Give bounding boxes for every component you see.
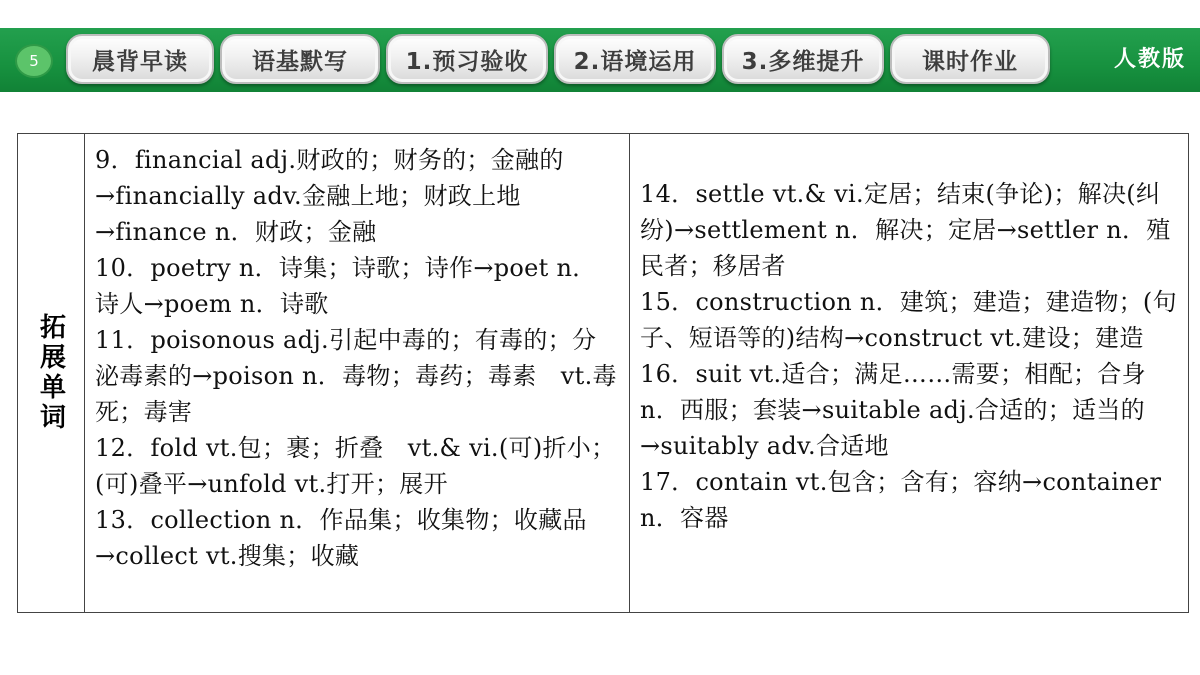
vocab-entry: 14．settle vt.& vi.定居；结束(争论)；解决(纠纷)→settlement n．解决；定居→settler n．殖民者；移居者 (640, 180, 1171, 280)
vocab-entry: 11．poisonous adj.引起中毒的；有毒的；分泌毒素的→poison n．毒物；毒药；毒素 vt.毒死；毒害 (95, 326, 617, 426)
section-label-cell (18, 134, 85, 612)
tab-homework[interactable]: 课时作业 (890, 34, 1050, 84)
section-label: 拓展单词 (35, 313, 66, 433)
vocab-entry: 13．collection n．作品集；收集物；收藏品→collect vt.搜集；收藏 (95, 506, 587, 570)
publisher-label: 人教版 (1113, 46, 1186, 72)
tab-multi-improve[interactable]: 3.多维提升 (722, 34, 884, 84)
tab-preview-check[interactable]: 1.预习验收 (386, 34, 548, 84)
vocab-entry: 17．contain vt.包含；含有；容纳→container n．容器 (640, 468, 1162, 532)
vocabulary-table (17, 133, 1189, 613)
right-entries-cell (630, 134, 1188, 612)
vocab-entry: 15．construction n．建筑；建造；建造物；(句子、短语等的)结构→construct vt.建设；建造 (640, 288, 1177, 352)
tab-context-use[interactable]: 2.语境运用 (554, 34, 716, 84)
vocab-entry: 10．poetry n．诗集；诗歌；诗作→poet n．诗人→poem n．诗歌 (95, 254, 597, 318)
vocab-entry: 12．fold vt.包；裹；折叠 vt.& vi.(可)折小；(可)叠平→unfold vt.打开；展开 (95, 434, 616, 498)
vocab-entry: 9．financial adj.财政的；财务的；金融的→financially adv.金融上地；财政上地→finance n．财政；金融 (95, 146, 564, 246)
left-entries-cell (85, 134, 630, 612)
tab-basic-dictation[interactable]: 语基默写 (220, 34, 380, 84)
tab-morning-reading[interactable]: 晨背早读 (66, 34, 214, 84)
vocab-entry: 16．suit vt.适合；满足……需要；相配；合身 n．西服；套装→suitable adj.合适的；适当的→suitably adv.合适地 (640, 360, 1171, 460)
page-number-badge: 5 (15, 44, 53, 78)
